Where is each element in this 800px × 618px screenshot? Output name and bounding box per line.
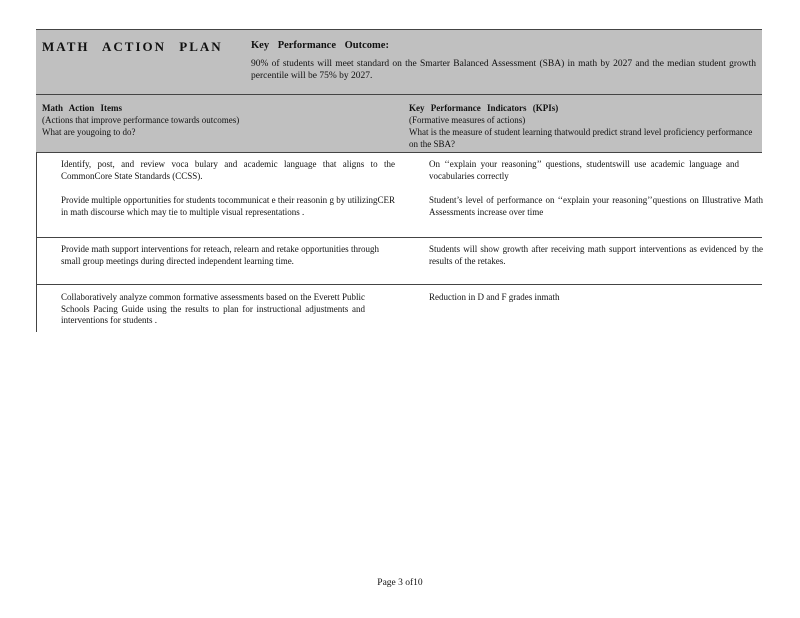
action-items-title: Math Action Items — [42, 103, 122, 113]
kpi-subtitle: (Formative measures of actions) — [409, 115, 526, 125]
plan-title: MATH ACTION PLAN — [42, 39, 223, 54]
kpi-header — [409, 102, 759, 150]
action-item-text: Provide multiple opportunities for students tocommunicat e their reasonin g by utilizingCER in math discourse which may tie to multiple visual representations . — [61, 195, 395, 217]
table-row — [36, 153, 762, 238]
action-items-header — [42, 102, 392, 138]
key-performance-outcome-text: 90% of students will meet standard on the Smarter Balanced Assessment (SBA) in math by 2027 and the median student growth percentile will be 75% by 2027. — [251, 59, 756, 81]
action-item-text: Identify, post, and review voca bulary and academic language that aligns to the CommonCore State Standards (CCSS). — [61, 159, 395, 181]
key-performance-outcome-label: Key Performance Outcome: — [251, 40, 389, 51]
table-row — [36, 285, 762, 332]
kpi-text: Students will show growth after receiving math support interventions as evidenced by the results of the retakes. — [429, 244, 763, 266]
action-plan-table — [36, 29, 762, 332]
action-item-text: Provide math support interventions for reteach, relearn and retake opportunities through small group meetings during directed independent learning time. — [61, 244, 379, 266]
kpi-text: On ‘‘explain your reasoning’’ questions, studentswill use academic language and vocabularies correctly — [429, 159, 739, 181]
column-header-row — [36, 95, 762, 153]
title-row — [36, 29, 762, 95]
action-item-text: Collaboratively analyze common formative assessments based on the Everett Public Schools Pacing Guide using the results to plan for instructional adjustments and interventions for students . — [61, 292, 365, 325]
list-item — [405, 159, 739, 182]
list-item — [37, 195, 395, 218]
list-item — [37, 244, 379, 267]
action-items-question: What are yougoing to do? — [42, 127, 136, 137]
action-items-subtitle: (Actions that improve performance towards outcomes) — [42, 115, 240, 125]
kpi-question: What is the measure of student learning thatwould predict strand level proficiency performance on the SBA? — [409, 127, 753, 149]
list-item — [37, 159, 395, 182]
list-item — [405, 195, 763, 218]
list-item — [405, 292, 763, 304]
kpi-text: Reduction in D and F grades inmath — [429, 292, 560, 302]
kpi-text: Student’s level of performance on ‘‘explain your reasoning’’questions on Illustrative Math Assessments increase over time — [429, 195, 763, 217]
kpi-title: Key Performance Indicators (KPIs) — [409, 103, 559, 113]
list-item — [37, 292, 365, 327]
page-number: Page 3 of10 — [377, 578, 423, 588]
list-item — [405, 244, 763, 267]
table-row — [36, 238, 762, 285]
